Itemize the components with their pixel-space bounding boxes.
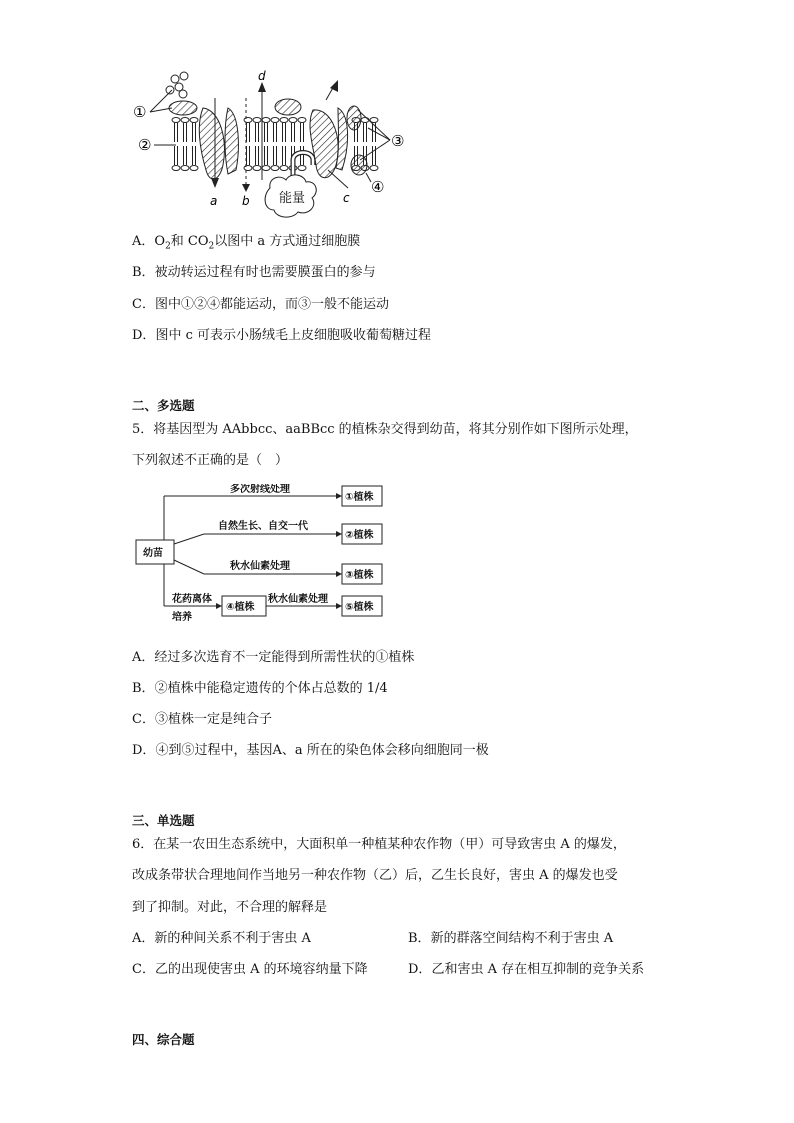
lipid-head — [298, 166, 306, 171]
arrow-label-c: c — [343, 191, 350, 205]
lipid-head — [280, 166, 288, 171]
lipid-tail — [247, 146, 250, 165]
option-letter: C． — [132, 297, 155, 312]
lipid-head — [289, 118, 297, 123]
option-text: 新的群落空间结构不利于害虫 A — [430, 931, 614, 946]
formula-o2: O — [154, 234, 166, 249]
option-text: 经过多次选育不一定能得到所需性状的①植株 — [154, 650, 415, 665]
option-text: ③植株一定是纯合子 — [154, 712, 272, 727]
arrow-label-d: d — [258, 70, 266, 83]
option-letter: D． — [132, 743, 156, 758]
edge-label-4a: 花药离体 — [172, 594, 212, 605]
lipid-tail — [175, 123, 178, 142]
lipid-head — [244, 118, 252, 123]
option-letter: C． — [132, 712, 155, 727]
q5-option-d — [132, 742, 489, 760]
arrow-label-a: a — [210, 194, 218, 208]
lipid-head — [370, 166, 378, 171]
node-3: ③植株 — [345, 570, 374, 581]
label-4: ④ — [371, 178, 385, 196]
q6-option-b — [408, 930, 613, 948]
lipid-head — [280, 118, 288, 123]
arrow-label-b: b — [242, 194, 250, 208]
section-heading-2: 二、多选题 — [132, 398, 195, 413]
lipid-tail — [184, 146, 187, 165]
lipid-tail — [193, 123, 196, 142]
formula-co2: 和 CO — [170, 234, 209, 249]
option-letter: D． — [408, 962, 432, 977]
q5-option-c — [132, 711, 272, 729]
node-5: ⑤植株 — [345, 602, 374, 613]
node-2: ②植株 — [345, 530, 374, 541]
option-letter: C． — [132, 962, 155, 977]
channel-protein-left — [199, 108, 224, 179]
lipid-tail — [256, 123, 259, 142]
q4-option-b — [132, 264, 376, 282]
label-2: ② — [138, 136, 152, 154]
option-letter: B． — [132, 265, 155, 280]
lipid-head — [190, 118, 198, 123]
label-1: ① — [133, 103, 147, 121]
lipid-tail — [274, 146, 277, 165]
option-text: ④到⑤过程中，基因A、a 所在的染色体会移向细胞同一极 — [155, 743, 489, 758]
edge-label-4b: 培养 — [172, 612, 192, 623]
subscript: 2 — [208, 241, 215, 252]
peripheral-protein-3 — [347, 106, 361, 130]
option-text: ②植株中能稳定遗传的个体占总数的 1/4 — [154, 681, 388, 696]
q5-stem-line2: 下列叙述不正确的是（ ） — [132, 453, 289, 468]
node-4: ④植株 — [226, 602, 255, 613]
q4-option-c — [132, 296, 389, 314]
q6-option-a — [132, 930, 311, 948]
lipid-head — [190, 166, 198, 171]
lipid-tail — [301, 146, 304, 165]
option-text: 图中①②④都能运动，而③一般不能运动 — [154, 297, 389, 312]
breeding-flowchart — [134, 484, 394, 624]
q5-stem-line1: 5．将基因型为 AAbbcc、aaBBcc 的植株杂交得到幼苗，将其分别作如下图所示处理， — [132, 422, 638, 437]
edge-label-3: 秋水仙素处理 — [230, 561, 290, 572]
peripheral-protein-4 — [351, 155, 367, 175]
q6-option-c — [132, 961, 368, 979]
option-letter: B． — [408, 931, 431, 946]
channel-protein-right — [225, 108, 238, 174]
q6-stem-line3: 到了抑制。对此，不合理的解释是 — [132, 900, 328, 915]
glycoprotein-chain — [166, 72, 188, 98]
lipid-tail — [301, 123, 304, 142]
q5-option-b — [132, 680, 388, 698]
q6-stem-line2: 改成条带状合理地间作当地另一种农作物（乙）后，乙生长良好，害虫 A 的爆发也受 — [132, 868, 618, 883]
subscript: 2 — [165, 241, 171, 252]
lipid-head — [262, 118, 270, 123]
option-text: 被动转运过程有时也需要膜蛋白的参与 — [154, 265, 376, 280]
edge-label-1: 多次射线处理 — [230, 484, 290, 495]
lipid-tail — [193, 146, 196, 165]
lipid-tail — [265, 146, 268, 165]
q4-option-a — [132, 233, 360, 256]
lipid-head — [172, 166, 180, 171]
option-text: 以图中 a 方式通过细胞膜 — [214, 234, 361, 249]
node-1: ①植株 — [345, 492, 374, 503]
lipid-head — [172, 118, 180, 123]
lipid-head — [244, 166, 252, 171]
q4-option-d — [132, 327, 431, 345]
lipid-tail — [283, 146, 286, 165]
lipid-head — [271, 166, 279, 171]
lipid-tail — [184, 123, 187, 142]
surface-protein-top — [275, 99, 301, 115]
lipid-head — [181, 166, 189, 171]
option-letter: A． — [132, 234, 155, 249]
option-text: 乙的出现使害虫 A 的环境容纳量下降 — [154, 962, 368, 977]
lipid-tail — [364, 123, 367, 142]
option-text: 新的种间关系不利于害虫 A — [154, 931, 311, 946]
q5-option-a — [132, 649, 414, 667]
lipid-tail — [247, 123, 250, 142]
option-text: 乙和害虫 A 存在相互抑制的竞争关系 — [431, 962, 645, 977]
option-letter: A． — [132, 650, 155, 665]
option-letter: D． — [132, 328, 156, 343]
energy-label: 能量 — [279, 191, 306, 206]
lipid-tail — [274, 123, 277, 142]
lipid-head — [271, 118, 279, 123]
option-letter: B． — [132, 681, 155, 696]
surface-protein — [169, 101, 197, 115]
lipid-head — [253, 118, 261, 123]
q6-stem-line1: 6．在某一农田生态系统中，大面积单一种植某种农作物（甲）可导致害虫 A 的爆发， — [132, 837, 626, 852]
lipid-head — [181, 118, 189, 123]
section-heading-4: 四、综合题 — [132, 1032, 195, 1047]
flow-start: 幼苗 — [143, 548, 163, 559]
edge-label-2: 自然生长、自交一代 — [218, 521, 308, 532]
option-letter: A． — [132, 931, 155, 946]
lipid-tail — [256, 146, 259, 165]
lipid-tail — [175, 146, 178, 165]
label-3: ③ — [391, 132, 405, 150]
lipid-tail — [283, 123, 286, 142]
lipid-head — [253, 166, 261, 171]
section-heading-3: 三、单选题 — [132, 813, 195, 828]
edge-label-5: 秋水仙素处理 — [268, 594, 328, 605]
membrane-diagram — [128, 70, 418, 220]
q6-option-d — [408, 961, 644, 979]
lipid-tail — [265, 123, 268, 142]
lipid-head — [298, 118, 306, 123]
lipid-tail — [292, 123, 295, 142]
option-text: 图中 c 可表示小肠绒毛上皮细胞吸收葡萄糖过程 — [155, 328, 431, 343]
lipid-head — [262, 166, 270, 171]
carrier-protein — [310, 110, 338, 178]
lipid-head — [361, 118, 369, 123]
lipid-tail — [373, 146, 376, 165]
